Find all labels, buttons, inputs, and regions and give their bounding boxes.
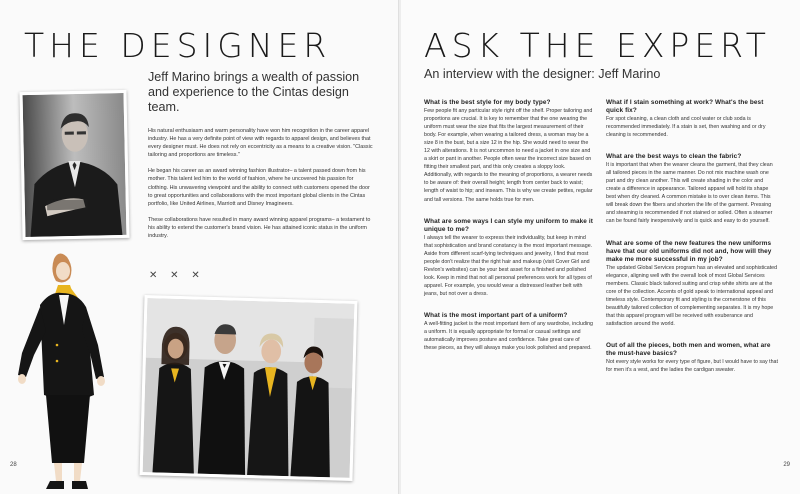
page-number: 29 [783, 462, 790, 468]
fashion-illustration [12, 245, 122, 494]
deck-text: An interview with the designer: Jeff Marino [424, 67, 661, 81]
bio-paragraph: His natural enthusiasm and warm personality have won him recognition in the career apparel industry. He has a very definite point of view with regards to apparel design, and believes that every designer must. He does not rely on eccentricity as a means to a creative vision. "Classic tailoring and proportions are timeless." [148, 128, 373, 159]
interview-column-2 [606, 99, 778, 388]
interview-answer: The updated Global Services program has an elevated and sophisticated elegance, aligning well with the overall look of most Global Services members. Classic black tailored suiting and crisp white shirts are at the core of the collection. Accents of gold speak to international appeal and timeless style. Contemporary fit and styling is the cornerstone of this beautifully tailored collection of complementing separates. It is my hope that this apparel program will be received with exuberance and satisfaction around the world. [606, 264, 778, 327]
page-title: THE DESIGNER [24, 26, 332, 65]
interview-question: What are the best ways to clean the fabric? [606, 153, 742, 161]
interview-question: What is the most important part of a uniform? [424, 311, 568, 319]
left-page [0, 0, 399, 494]
interview-question: What are some of the new features the new uniforms have that our old uniforms did not and, how will they make me more successful in my job? [606, 239, 772, 263]
bio-paragraph: He began his career as an award winning fashion illustrator– a talent passed down from his mother. This talent led him to the world of fashion, where he uncovered his passion for clothing. His unwavering viewpoint and the ability to connect with customers opened the door to great opportunities and collaborations with the most important global clients in the Cintas portfolio, like United Airlines, Marriott and Disney Imagineers. [148, 168, 370, 207]
ornament: ✕ ✕ ✕ [149, 270, 205, 281]
bio-paragraph: These collaborations have resulted in many award winning apparel programs– a testament to his ability to extend the customer's brand vision. He has attained iconic status in the uniform industry. [148, 216, 371, 240]
deck-text: Jeff Marino brings a wealth of passion and experience to the Cintas design team. [148, 70, 360, 114]
interview-question: What are some ways I can style my uniform to make it unique to me? [424, 217, 593, 233]
interview-answer: It is important that when the wearer cleans the garment, that they clean all tailored pieces in the same manner. Do not mix machine wash one part and dry clean another. This will create shading in the color and create a difference in appearance. Tailored apparel will hold its shape best when dry cleaned. A common mistake is to over clean items. This will break down the fibers and shorten the life of the garment. Pressing and steaming is recommended if not stained or soiled. Often a steamer can be found fairly inexpensively and is quick and easy to do yourself. [606, 162, 773, 225]
bio-text [148, 127, 373, 248]
page-title: ASK THE EXPERT [424, 26, 771, 65]
interview-answer: Few people fit any particular style right off the shelf. Proper tailoring and proportions are crucial. It is key to remember that the one wearing the uniform must wear the size that fits the largest measurement of their body. For example, when wearing a tailored dress, a woman may be a size 8 in the bust, but a size 12 in the hip. She would need to wear the 12 with alterations. It is not uncommon to need a jacket in one size and a skirt or pant in another. People often wear the incorrect size based on fitting their smallest part, and this only creates a sloppy look. Additionally, with regards to the meaning of proportions, a wearer needs to be aware of: their overall height; length from center back to waist; length of waist to hip; and inseam. This is why we create petites, regular and tall versions. The same holds true for men. [424, 108, 593, 203]
right-page [401, 0, 800, 494]
page-number: 28 [10, 462, 17, 468]
interview-question: What is the best style for my body type? [424, 99, 551, 106]
interview-answer: Not every style works for every type of figure, but I would have to say that for men it's a vest, and the ladies the cardigan sweater. [606, 358, 778, 373]
designer-portrait-photo [19, 90, 129, 240]
interview-question: Out of all the pieces, both men and women, what are the must-have basics? [606, 341, 771, 357]
interview-question: What if I stain something at work? What's the best quick fix? [606, 99, 764, 114]
team-group-photo [140, 295, 358, 481]
interview-column-1 [424, 99, 594, 366]
interview-answer: For spot cleaning, a clean cloth and cool water or club soda is recommended immediately. If a stain is set, then washing and or dry cleaning is recommended. [606, 116, 766, 139]
interview-answer: A well-fitting jacket is the most important item of any wardrobe, including a uniform. It is equally appropriate for formal or casual settings and automatically improves posture and confidence. Take great care of these pieces, as they will always make you look polished and prepared. [424, 320, 593, 352]
interview-answer: I always tell the wearer to express their individuality, but keep in mind that sophistication and brand constancy is the most important message. Aside from different scarf-tying techniques and jewelry, I find that most people don't realize that the right hair and makeup (visit Cover Girl and Revlon's websites) can be your best asset for a finished and polished look. Keep in mind that not all personal preferences work for all types of apparel. For example, you would wear a distressed leather belt with jeans, but not over a dress. [424, 234, 593, 297]
